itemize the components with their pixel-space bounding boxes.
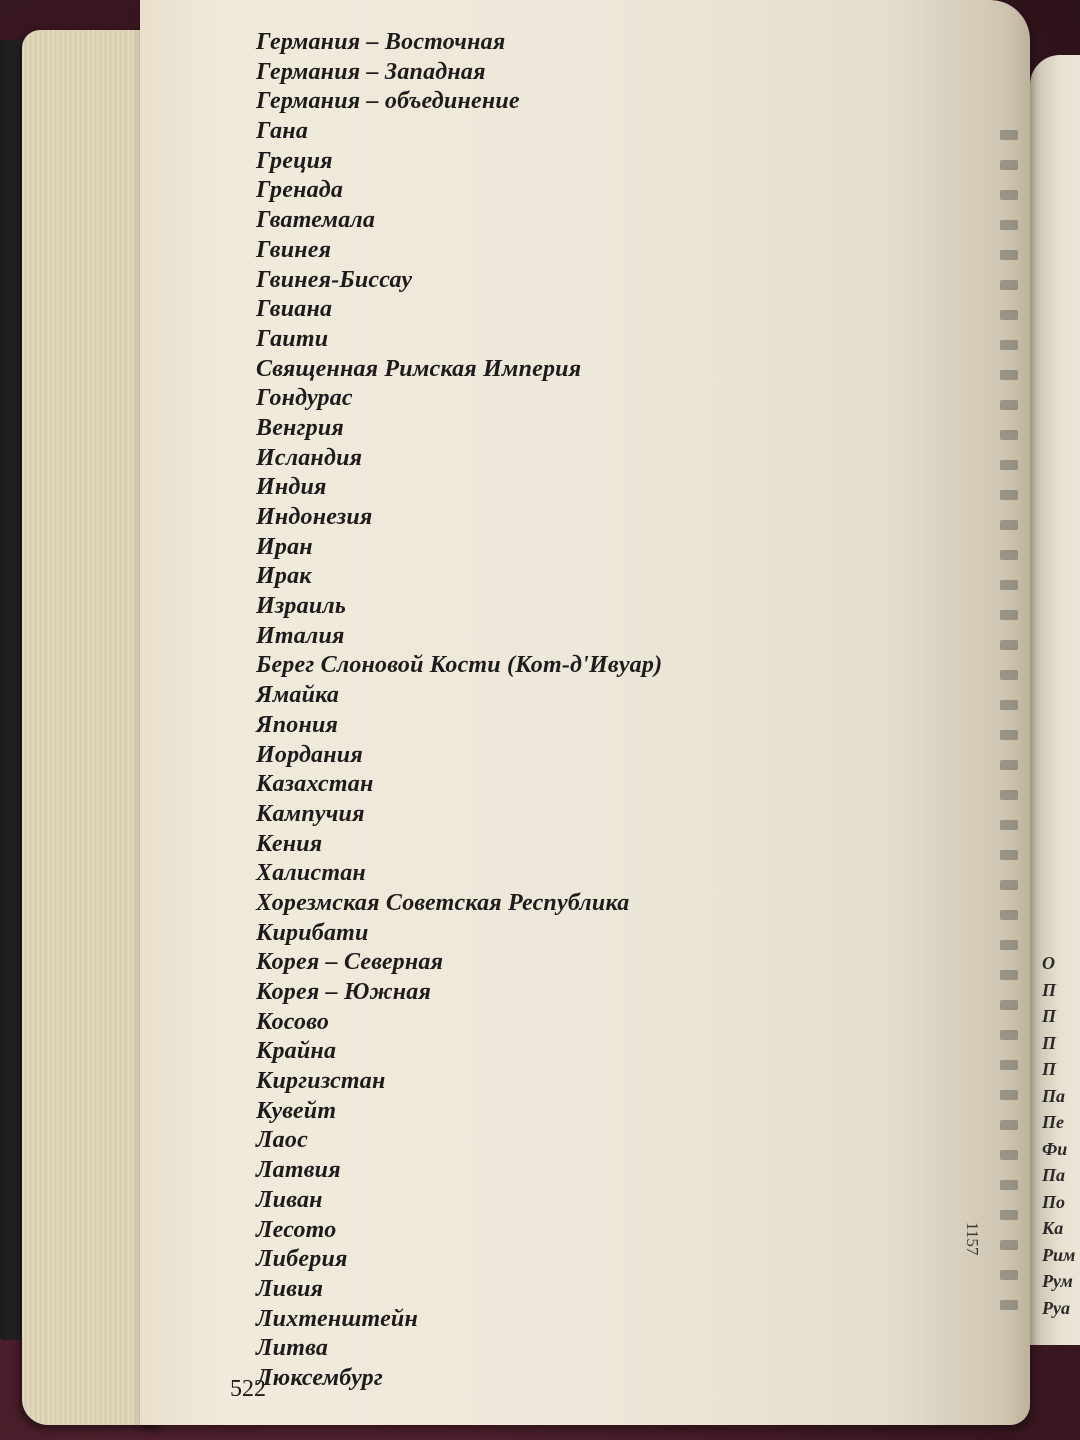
right-page-fragment: Рум (1042, 1271, 1073, 1291)
gutter-page-number: 1157 (963, 1222, 982, 1256)
gutter-mark (1000, 250, 1018, 260)
gutter-mark (1000, 1060, 1018, 1070)
country-entry: Ливан (256, 1186, 323, 1213)
gutter-mark (1000, 1300, 1018, 1310)
country-entry: Литва (256, 1335, 329, 1362)
gutter-mark (1000, 850, 1018, 860)
country-entry: Лесото (256, 1216, 337, 1243)
right-page-fragment: О (1042, 953, 1055, 973)
right-page-fragment: Руа (1042, 1297, 1070, 1318)
gutter-mark (1000, 1210, 1018, 1220)
gutter-mark (1000, 460, 1018, 470)
country-entry: Люксембург (256, 1364, 383, 1391)
right-page-fragment: По (1042, 1191, 1066, 1212)
gutter-column-marks (1000, 130, 1022, 1370)
right-page-fragment: Фи (1042, 1138, 1068, 1159)
country-entry: Германия – Восточная (256, 29, 506, 55)
country-entry: Священная Римская Империя (256, 355, 582, 382)
country-entry: Германия – объединение (256, 88, 520, 115)
country-entry: Латвия (256, 1157, 341, 1184)
gutter-mark (1000, 400, 1018, 410)
right-page-fragment: Ка (1042, 1218, 1064, 1238)
country-entry: Гана (256, 118, 309, 145)
right-page-fragment: П (1042, 979, 1057, 1000)
country-entry: Гвиана (256, 296, 333, 323)
gutter-mark (1000, 820, 1018, 830)
gutter-mark (1000, 520, 1018, 530)
gutter-mark (1000, 730, 1018, 740)
gutter-mark (1000, 1150, 1018, 1160)
gutter-mark (1000, 580, 1018, 590)
country-entry: Лихтенштейн (256, 1305, 419, 1332)
country-entry: Косово (256, 1008, 330, 1035)
right-page-fragment: П (1042, 1059, 1057, 1079)
gutter-mark (1000, 1030, 1018, 1040)
right-page-fragment: Па (1042, 1165, 1066, 1185)
country-entry: Гвинея (256, 236, 332, 263)
country-entry: Греция (256, 147, 333, 174)
country-entry: Гватемала (256, 207, 376, 234)
gutter-mark (1000, 1180, 1018, 1190)
country-entry: Германия – Западная (256, 58, 486, 85)
country-entry: Гвинея-Биссау (256, 266, 413, 293)
country-entry: Халистан (256, 860, 366, 887)
gutter-mark (1000, 640, 1018, 650)
gutter-mark (1000, 880, 1018, 890)
country-entry: Берег Слоновой Кости (Кот-д'Ивуар) (256, 652, 663, 679)
right-page-fragment: Па (1042, 1085, 1066, 1106)
country-entry: Киргизстан (256, 1068, 386, 1095)
page-number: 522 (230, 1376, 266, 1402)
gutter-mark (1000, 670, 1018, 680)
right-page-fragment: П (1042, 1032, 1057, 1053)
gutter-mark (1000, 910, 1018, 920)
country-entry: Лаос (256, 1127, 308, 1154)
country-entry: Иордания (256, 741, 363, 768)
country-entry: Либерия (256, 1246, 348, 1273)
gutter-mark (1000, 790, 1018, 800)
gutter-mark (1000, 970, 1018, 980)
gutter-mark (1000, 940, 1018, 950)
gutter-mark (1000, 310, 1018, 320)
gutter-mark (1000, 430, 1018, 440)
country-entry: Иран (256, 533, 313, 560)
country-entry: Индия (256, 474, 327, 501)
country-entry: Кения (256, 830, 323, 857)
country-entry: Индонезия (256, 504, 373, 530)
country-entry: Ливия (256, 1275, 324, 1302)
gutter-mark (1000, 700, 1018, 710)
country-entry: Гондурас (256, 385, 353, 412)
country-entry: Италия (256, 622, 345, 649)
country-entry: Венгрия (256, 414, 344, 441)
gutter-mark (1000, 130, 1018, 140)
country-entry: Кувейт (256, 1097, 337, 1124)
gutter-mark (1000, 760, 1018, 770)
country-entry: Япония (256, 711, 339, 738)
country-entry: Исландия (256, 444, 363, 471)
gutter-mark (1000, 1240, 1018, 1250)
gutter-mark (1000, 340, 1018, 350)
gutter-mark (1000, 550, 1018, 560)
right-page-entry-fragments (1042, 950, 1080, 1321)
gutter-mark (1000, 610, 1018, 620)
gutter-mark (1000, 1090, 1018, 1100)
country-entry: Кирибати (256, 919, 369, 946)
gutter-mark (1000, 490, 1018, 500)
gutter-mark (1000, 280, 1018, 290)
country-entry: Гаити (256, 325, 329, 352)
country-entry: Казахстан (256, 771, 374, 798)
gutter-mark (1000, 220, 1018, 230)
country-entry: Ирак (256, 563, 312, 590)
country-list (256, 28, 976, 1394)
gutter-mark (1000, 190, 1018, 200)
gutter-mark (1000, 160, 1018, 170)
right-page-fragment: Пе (1042, 1112, 1064, 1132)
gutter-mark (1000, 1120, 1018, 1130)
country-entry: Гренада (256, 177, 344, 204)
gutter-mark (1000, 1270, 1018, 1280)
gutter-mark (1000, 1000, 1018, 1010)
right-page-fragment: П (1042, 1006, 1057, 1026)
country-entry: Корея – Южная (256, 979, 432, 1005)
country-entry: Ямайка (256, 682, 340, 709)
right-page-fragment: Рим (1042, 1244, 1076, 1265)
country-entry: Крайна (256, 1038, 337, 1065)
gutter-mark (1000, 370, 1018, 380)
country-entry: Хорезмская Советская Республика (256, 889, 630, 916)
country-entry: Корея – Северная (256, 949, 444, 976)
country-entry: Кампучия (256, 800, 365, 827)
country-entry: Израиль (256, 593, 347, 620)
